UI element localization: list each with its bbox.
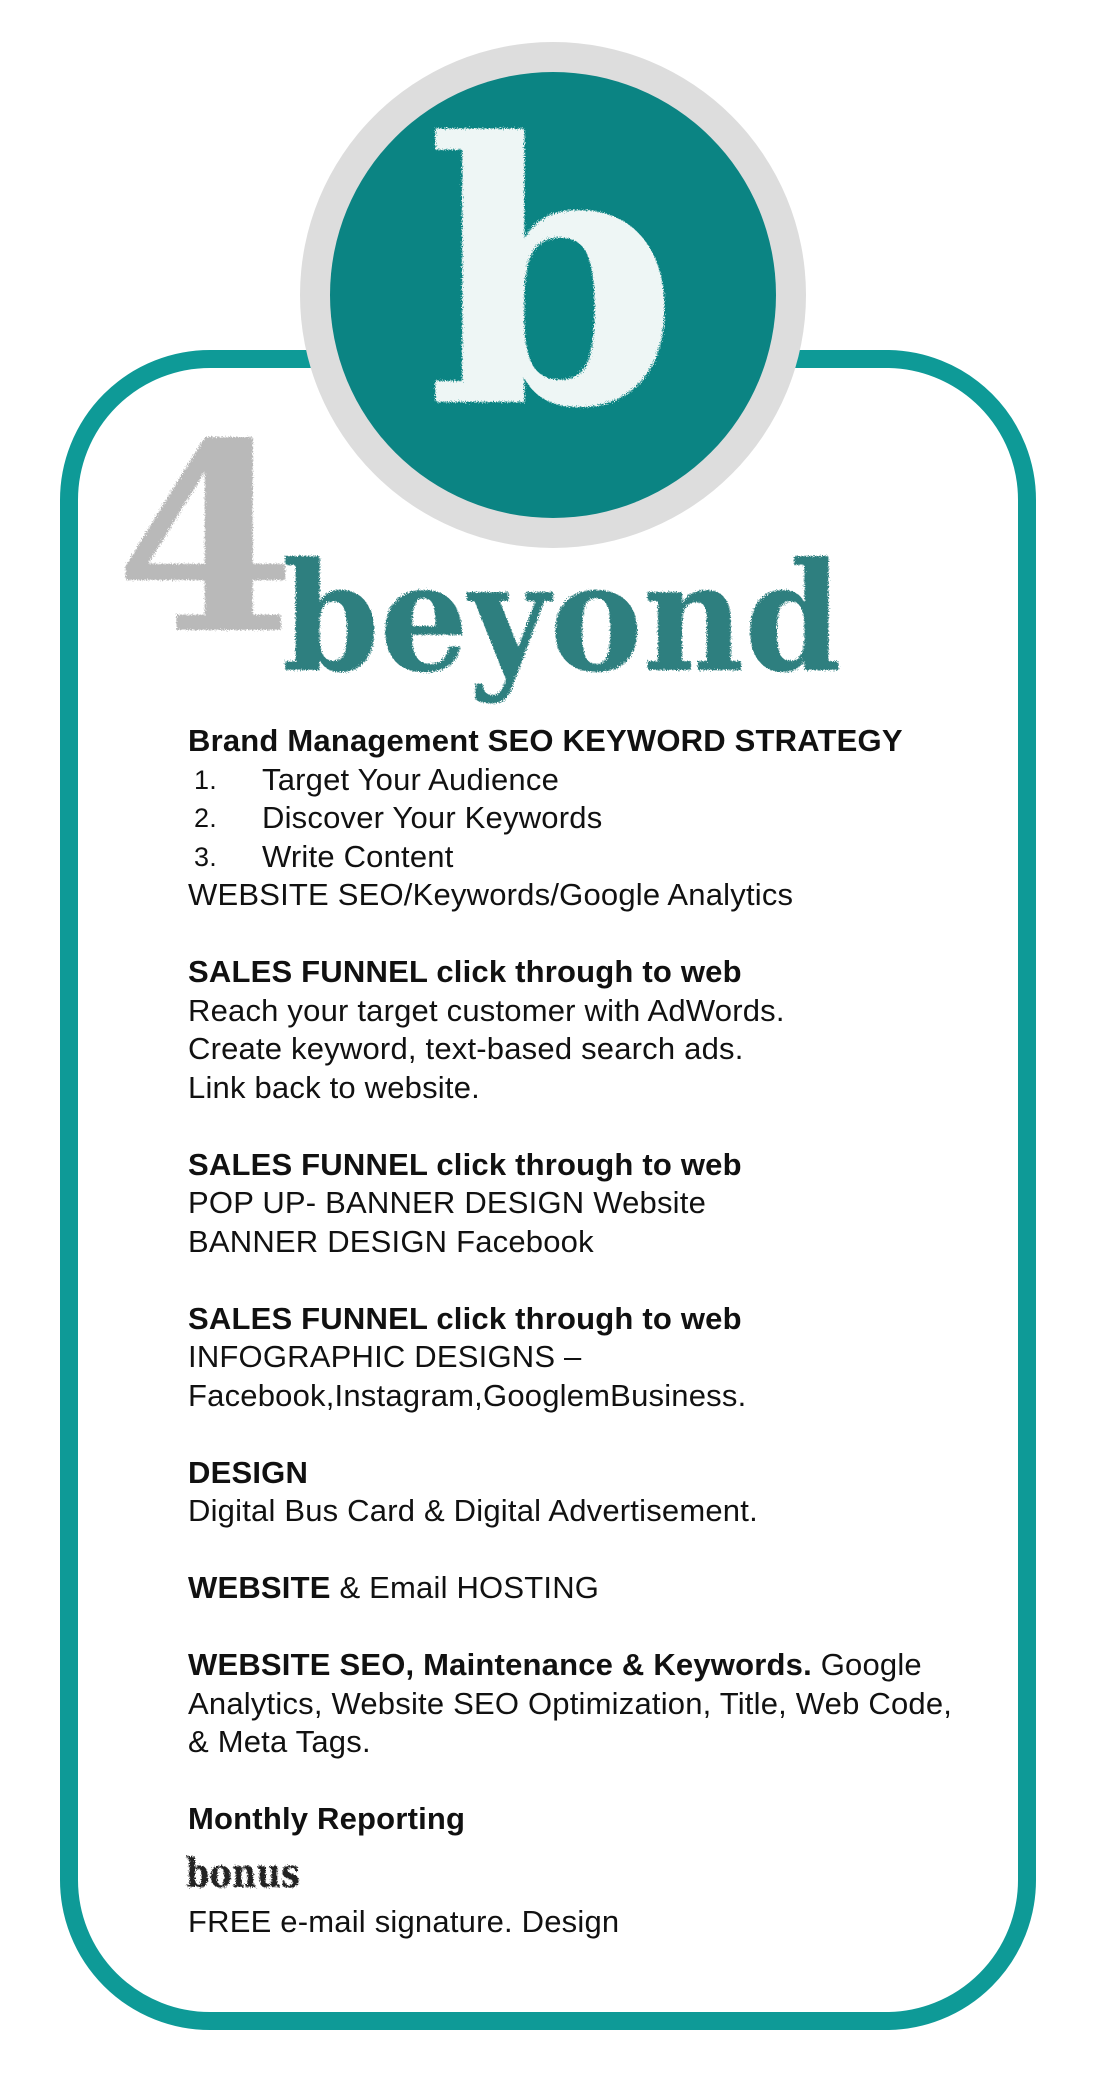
funnel-1-line: Link back to website.: [188, 1069, 480, 1105]
funnel-1-line: Reach your target customer with AdWords.: [188, 992, 785, 1028]
hosting-line: [188, 1569, 968, 1608]
step-number: 3.: [194, 841, 217, 872]
funnel-3-heading: SALES FUNNEL click through to web: [188, 1300, 742, 1336]
seo-rest: Google Analytics, Website SEO Optimization, Title, Web Code, & Meta Tags.: [188, 1647, 953, 1759]
funnel-2-line: BANNER DESIGN Facebook: [188, 1223, 594, 1259]
wordmark-text: beyond: [282, 530, 842, 706]
funnel-2-heading: SALES FUNNEL click through to web: [188, 1146, 742, 1182]
hosting-bold: WEBSITE: [188, 1570, 331, 1605]
bonus-line: FREE e-mail signature. Design: [188, 1903, 620, 1939]
list-item: [188, 761, 968, 800]
step-number: 1.: [194, 764, 217, 795]
reporting-heading: Monthly Reporting: [188, 1801, 466, 1836]
list-item: [188, 799, 968, 838]
wordmark-number: 4: [115, 387, 296, 692]
wordmark-logo: [110, 387, 850, 720]
step-number: 2.: [194, 803, 217, 833]
funnel-2-line: POP UP- BANNER DESIGN Website: [188, 1185, 707, 1220]
bonus-mark: [184, 1847, 304, 1899]
list-item: [188, 838, 968, 877]
funnel-3-line: INFOGRAPHIC DESIGNS –: [188, 1339, 582, 1374]
funnel-3-line: Facebook,Instagram,GooglemBusiness.: [188, 1377, 747, 1413]
design-line: Digital Bus Card & Digital Advertisement.: [188, 1493, 758, 1528]
funnel-1-heading: SALES FUNNEL click through to web: [188, 954, 742, 989]
step-text: Target Your Audience: [262, 761, 560, 797]
strategy-footer: WEBSITE SEO/Keywords/Google Analytics: [188, 877, 794, 912]
strategy-heading: Brand Management SEO KEYWORD STRATEGY: [188, 723, 903, 758]
logo-letter: b: [427, 64, 679, 487]
design-heading: DESIGN: [188, 1454, 309, 1490]
step-text: Discover Your Keywords: [262, 800, 603, 835]
strategy-steps: [188, 761, 968, 877]
funnel-1-line: Create keyword, text-based search ads.: [188, 1031, 744, 1066]
seo-bold: WEBSITE SEO, Maintenance & Keywords.: [188, 1647, 812, 1682]
bonus-mark-text: bonus: [186, 1849, 300, 1897]
services-content: [188, 722, 968, 1941]
step-text: Write Content: [262, 838, 454, 874]
hosting-rest: & Email HOSTING: [330, 1570, 600, 1605]
seo-paragraph: [188, 1646, 968, 1762]
